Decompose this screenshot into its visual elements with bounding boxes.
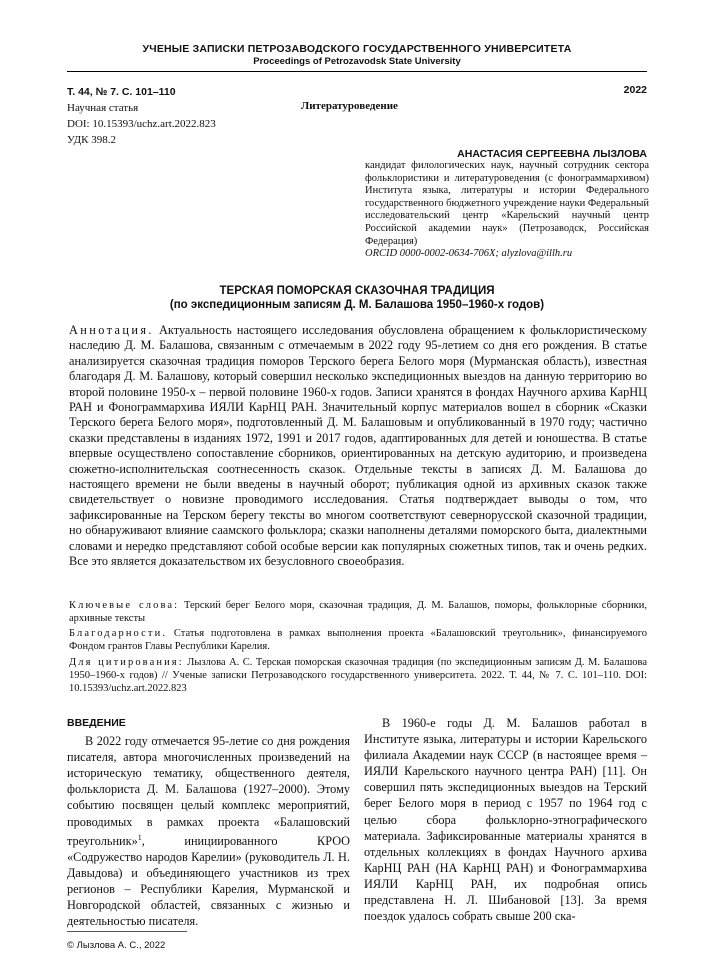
body-column-left (67, 715, 350, 929)
citation-text: Лызлова А. С. Терская поморская сказочная традиция (по экспедиционным записям Д. М. Балашова 1950–1960-х годов) // Ученые записки Петрозаводского государственного университета. 2022. Т. 44, № 7. С. 101–110. DOI: 10.15393/uchz.art.2022.823 (69, 657, 648, 694)
citation (69, 657, 647, 695)
abstract-label: Аннотация. (69, 323, 154, 337)
paragraph-text-b: , инициированного КРОО «Содружество народов Карелии» (руководитель Л. Н. Давыдова) и объединяющего участников из трех регионов – Республики Карелия, Мурманской и Новгородской областей, связанных с жизнью и деятельностью писателя. (67, 833, 350, 929)
header-rule (67, 71, 647, 72)
keywords (69, 600, 647, 626)
body-column-right (364, 715, 647, 924)
section-name: Литературоведение (301, 100, 398, 112)
body-paragraph (67, 733, 350, 929)
keywords-text: Терский берег Белого моря, сказочная традиция, Д. М. Балашов, поморы, фольклорные сборники, архивные тексты (69, 600, 648, 624)
journal-subtitle: Proceedings of Petrozavodsk State University (253, 56, 461, 67)
article-title (67, 284, 647, 312)
citation-label: Для цитирования: (69, 657, 184, 668)
article-meta (67, 84, 216, 148)
author-name: АНАСТАСИЯ СЕРГЕЕВНА ЛЫЗЛОВА (457, 148, 647, 160)
author-orcid[interactable]: ORCID 0000-0002-0634-706X; alyzlova@illh.ru (365, 248, 573, 260)
article-type: Научная статья (67, 102, 139, 114)
article-title-line1: ТЕРСКАЯ ПОМОРСКАЯ СКАЗОЧНАЯ ТРАДИЦИЯ (219, 285, 495, 297)
body-paragraph-right: В 1960-е годы Д. М. Балашов работал в Институте языка, литературы и истории Карельского филиала Академии наук СССР (в настоящее время – ИЯЛИ Карельского научного центра РАН) [11]. Он совершил пять экспедиционных выездов на Терский берег Белого моря в период с 1957 по 1964 год с целью сбора фольклорно-этнографического материала. Зафиксированные материалы хранятся в отдельных коллекциях в фондах Научного архива КарНЦ РАН (НА КарНЦ РАН) и Фонограммархива ИЯЛИ КарНЦ РАН, их подробная опись представлена Н. Л. Шибановой [13]. За время поездок удалось собрать свыше 200 ска- (364, 716, 647, 924)
section-heading: ВВЕДЕНИЕ (67, 717, 126, 729)
copyright: © Лызлова А. С., 2022 (67, 940, 166, 951)
footnote-mark[interactable]: 1 (137, 832, 142, 842)
footer-rule (67, 931, 187, 932)
paragraph-text-a: В 2022 году отмечается 95-летие со дня рождения писателя, автора многочисленных произведений на историческую тематику, общественного деятеля, фольклориста Д. М. Балашова (1927–2000). Этому событию посвящен целый комплекс мероприятий, проводимых в рамках проекта «Балашовский треугольник» (67, 734, 350, 848)
abstract-text: Актуальность настоящего исследования обусловлена обращением к фольклористическому наследию Д. М. Балашова, связанным с отмечаемым в 2022 году 95-летием со дня его рождения. В статье анализируется сказочная традиция поморов Терского берега Белого моря (Мурманская область), известная благодаря Д. М. Балашову, который совершил несколько экспедиционных выездов на данную территорию во второй половине 1950-х – первой половине 1960-х годов. Записи хранятся в фондах Научного архива КарНЦ РАН и Фонограммархива ИЯЛИ КарНЦ РАН. Значительный корпус материалов вошел в сборник «Сказки Терского берега Белого моря», подготовленный Д. М. Балашовым и опубликованный в 1970 году; частично сказки представлены в изданиях 1972, 1991 и 2017 годов, адаптированных для детей и юношества. В статье впервые осуществлено сопоставление сборников, ориентированных на детскую аудиторию, и произведена сюжетно-исполнительская соотнесенность сказок. Отдельные тексты в записях Д. М. Балашова до настоящего времени не были введены в научный оборот; публикация одной из архивных сказок также свидетельствует о новизне проводимого исследования. Статья подтверждает выводы о том, что зафиксированные на Терском берегу тексты во многом соответствуют севернорусской сказочной традиции, но обнаруживают влияние саамского фольклора; сказки наполнены деталями поморского быта, диалектными словами и нередко представляют собой особые версии как популярных сюжетных типов, так и очень редких. Все это является доказательством их безусловного своеобразия. (69, 323, 647, 569)
acknowledgments (69, 628, 647, 654)
article-title-line2: (по экспедиционным записям Д. М. Балашова 1950–1960-х годов) (169, 299, 545, 311)
acknowledgments-label: Благодарности. (69, 628, 168, 639)
abstract (69, 323, 647, 570)
journal-title: УЧЕНЫЕ ЗАПИСКИ ПЕТРОЗАВОДСКОГО ГОСУДАРСТВЕННОГО УНИВЕРСИТЕТА (142, 43, 572, 55)
doi[interactable]: DOI: 10.15393/uchz.art.2022.823 (67, 118, 216, 130)
affiliation-text: кандидат филологических наук, научный сотрудник сектора фольклористики и литературоведения (с фонограммархивом) Института языка, литературы и истории Федерального государственного бюджетного учреждение науки Федеральный исследовательский центр «Карельский научный центр Российской академии наук» (Петрозаводск, Российская Федерация) (365, 160, 649, 247)
author-affiliation (365, 160, 649, 261)
keywords-label: Ключевые слова: (69, 600, 180, 611)
volume-info: Т. 44, № 7. С. 101–110 (67, 86, 176, 98)
year: 2022 (623, 84, 647, 96)
udk: УДК 398.2 (67, 134, 117, 146)
acknowledgments-text: Статья подготовлена в рамках выполнения проекта «Балашовский треугольник», финансируемого Фондом грантов Главы Республики Карелия. (69, 628, 648, 652)
